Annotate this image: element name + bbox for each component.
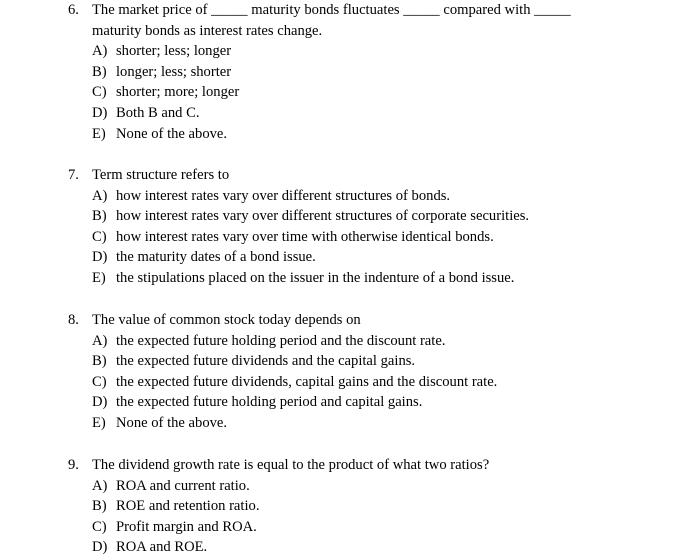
choice-text: shorter; less; longer <box>116 43 232 60</box>
choice-letter: D) <box>92 539 108 556</box>
choice-letter: B) <box>92 498 107 515</box>
choice-text: Profit margin and ROA. <box>116 518 257 535</box>
question-text: Term structure refers to <box>92 167 230 183</box>
question-text: The value of common stock today depends on <box>92 312 361 328</box>
answer-choice <box>92 413 688 434</box>
answer-choices <box>68 476 688 558</box>
choice-letter: A) <box>92 43 108 60</box>
answer-choice <box>92 82 688 103</box>
answer-choice <box>92 41 688 62</box>
choice-text: ROA and ROE. <box>116 539 208 556</box>
choice-letter: A) <box>92 187 108 204</box>
answer-choice <box>92 392 688 413</box>
question-number: 9. <box>68 457 79 473</box>
question-text: The market price of _____ maturity bonds fluctuates _____ compared with _____ <box>92 2 571 18</box>
question-9 <box>68 455 688 558</box>
choice-letter: E) <box>92 269 106 286</box>
choice-text: shorter; more; longer <box>116 84 240 101</box>
choice-letter: C) <box>92 373 107 390</box>
choice-text: ROE and retention ratio. <box>116 498 260 515</box>
question-8 <box>68 310 688 434</box>
answer-choice <box>92 331 688 352</box>
answer-choice <box>92 537 688 558</box>
choice-letter: A) <box>92 477 108 494</box>
choice-letter: C) <box>92 228 107 245</box>
answer-choice <box>92 517 688 538</box>
choice-letter: D) <box>92 104 108 121</box>
choice-text: longer; less; shorter <box>116 63 232 80</box>
choice-letter: B) <box>92 353 107 370</box>
answer-choice <box>92 372 688 393</box>
choice-text: how interest rates vary over different structures of bonds. <box>116 187 451 204</box>
answer-choice <box>92 496 688 517</box>
choice-letter: C) <box>92 84 107 101</box>
question-text-continued: maturity bonds as interest rates change. <box>92 22 323 39</box>
question-stem <box>68 310 688 331</box>
question-stem <box>68 455 688 476</box>
choice-letter: E) <box>92 125 106 142</box>
choice-text: the maturity dates of a bond issue. <box>116 249 316 266</box>
answer-choices <box>68 41 688 144</box>
choice-text: None of the above. <box>116 414 228 431</box>
choice-letter: C) <box>92 518 107 535</box>
choice-text: the expected future holding period and capital gains. <box>116 394 423 411</box>
answer-choice <box>92 62 688 83</box>
question-stem <box>68 0 688 21</box>
choice-text: the stipulations placed on the issuer in the indenture of a bond issue. <box>116 269 515 286</box>
answer-choice <box>92 206 688 227</box>
choice-text: None of the above. <box>116 125 228 142</box>
choice-text: Both B and C. <box>116 104 200 121</box>
choice-text: how interest rates vary over time with otherwise identical bonds. <box>116 228 494 245</box>
choice-letter: B) <box>92 208 107 225</box>
question-number: 8. <box>68 312 79 328</box>
choice-text: the expected future holding period and the discount rate. <box>116 332 446 349</box>
question-number: 6. <box>68 2 79 18</box>
choice-letter: E) <box>92 414 106 431</box>
choice-letter: B) <box>92 63 107 80</box>
choice-letter: D) <box>92 394 108 411</box>
answer-choice <box>92 103 688 124</box>
question-number: 7. <box>68 167 79 183</box>
question-stem <box>68 165 688 186</box>
answer-choice <box>92 124 688 145</box>
choice-text: the expected future dividends and the capital gains. <box>116 353 416 370</box>
choice-letter: A) <box>92 332 108 349</box>
question-6 <box>68 0 688 144</box>
answer-choice <box>92 268 688 289</box>
answer-choices <box>68 331 688 434</box>
answer-choice <box>92 351 688 372</box>
answer-choice <box>92 186 688 207</box>
question-7 <box>68 165 688 289</box>
answer-choices <box>68 186 688 289</box>
choice-text: ROA and current ratio. <box>116 477 250 494</box>
choice-text: how interest rates vary over different structures of corporate securities. <box>116 208 530 225</box>
question-text: The dividend growth rate is equal to the product of what two ratios? <box>92 457 490 473</box>
choice-text: the expected future dividends, capital gains and the discount rate. <box>116 373 498 390</box>
answer-choice <box>92 476 688 497</box>
answer-choice <box>92 247 688 268</box>
answer-choice <box>92 227 688 248</box>
choice-letter: D) <box>92 249 108 266</box>
